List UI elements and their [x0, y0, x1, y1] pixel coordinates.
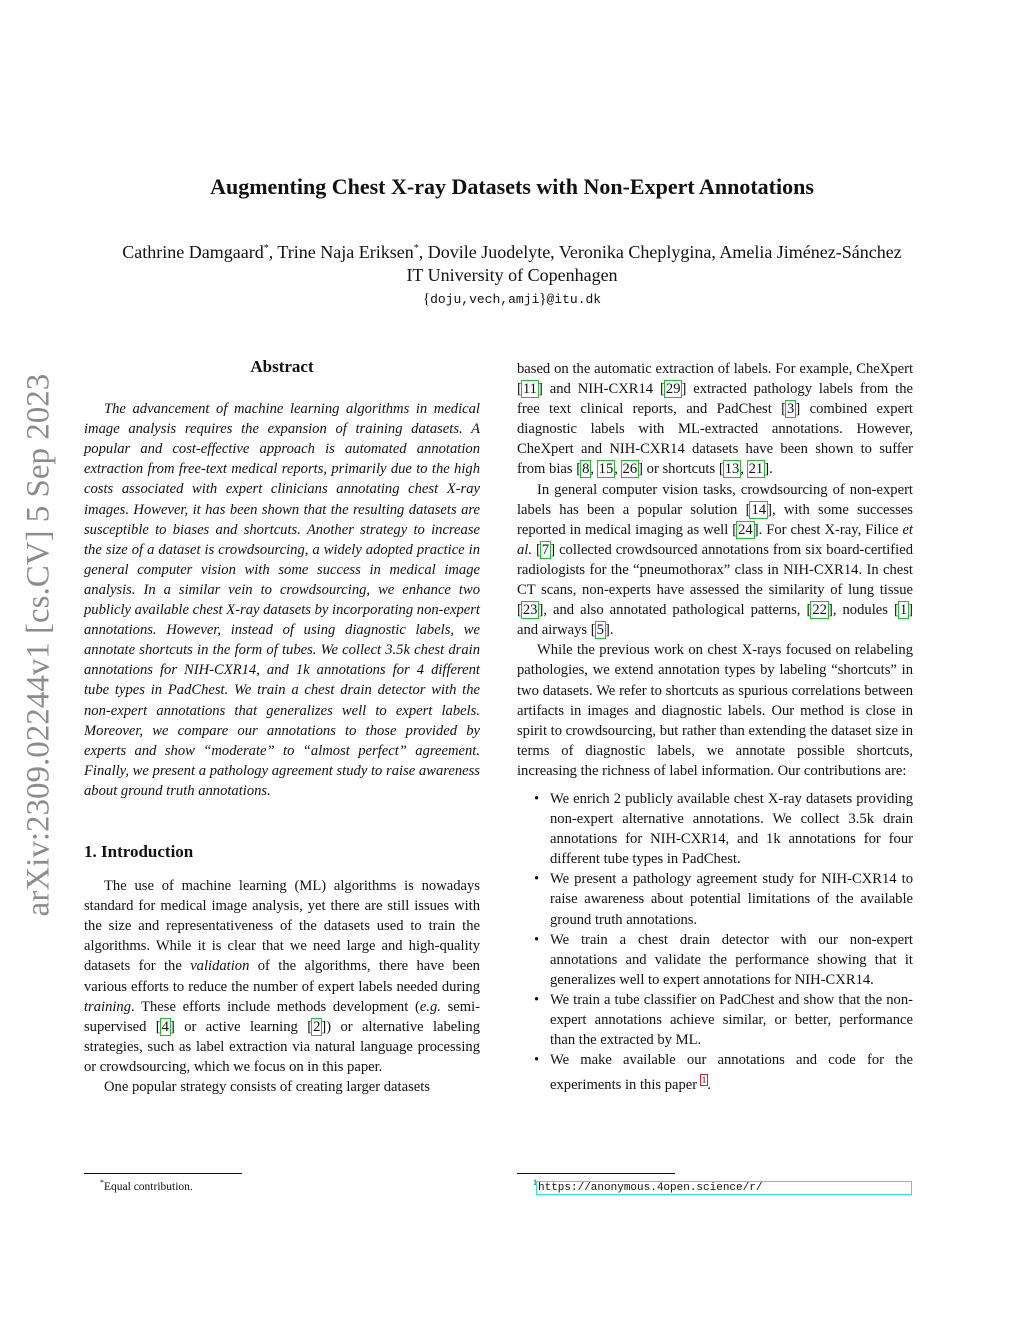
affiliation: IT University of Copenhagen — [406, 265, 618, 285]
arxiv-sidebar — [14, 360, 64, 930]
bullet: • — [534, 871, 540, 888]
citation-link[interactable]: 1 — [899, 602, 908, 619]
abstract-text: The advancement of machine learning algorithms in medical image analysis requires the expansion of training datasets. A popular and cost-effective approach is automated annotation extraction from free-text medical reports, primarily due to the high costs associated with expert clinicians annotating chest X-ray images. However, it has been shown that the resulting datasets are susceptible to biases and shortcuts. Another strategy to increase the size of a dataset is crowdsourcing, a widely adopted practice in general computer vision with some success in medical image analysis. In a similar vein to crowdsourcing, we enhance two publicly available chest X-ray datasets by incorporating non-expert annotations. However, instead of using diagnostic labels, we annotate shortcuts in the form of tubes. We collect 3.5k chest drain annotations for NIH-CXR14, and 1k annotations for 4 different tube types in PadChest. We train a chest drain detector with the non-expert annotations that generalizes well to expert labels. Moreover, we compare our annotations to those provided by experts and show “moderate” to “almost perfect” agreement. Finally, we present a pathology agreement study to raise awareness about ground truth annotations. — [84, 401, 480, 799]
citation-link[interactable]: 14 — [751, 501, 767, 518]
citation-link[interactable]: 11 — [522, 381, 537, 398]
arxiv-identifier: arXiv:2309.02244v1 [cs.CV] 5 Sep 2023 — [20, 373, 57, 917]
intro-paragraph-1: The use of machine learning (ML) algorithms is nowadays standard for medical image analysis, yet there are still issues with the size and representativeness of the datasets used to train the algorithms. While it is clear that we need large and high-quality datasets for the validation of the algorithms, there have been various efforts to reduce the number of expert labels needed during training. These efforts include methods development (e.g. semi-supervised [4] or active learning [2]) or alternative labeling strategies, such as label extraction via natural language processing or crowdsourcing, which we focus on in this paper. — [84, 878, 480, 1075]
citation-link[interactable]: 23 — [522, 602, 538, 619]
email-users: doju,vech,amji — [430, 292, 540, 307]
list-item: • We enrich 2 publicly available chest X-ray datasets providing non-expert alternative annotations. We collect 3.5k drain annotations for NIH-CXR14, and 1k annotations for four different tube types in PadChest. — [534, 790, 913, 868]
abstract-heading: Abstract — [250, 357, 314, 376]
intro-paragraph-3: based on the automatic extraction of labels. For example, CheXpert [11] and NIH-CXR14 [29] extracted pathology labels from the free text clinical reports, and PadChest [3] combined expert diagnostic labels with ML-extracted annotations. However, CheXpert and NIH-CXR14 datasets have been shown to suffer from bias [8, 15, 26] or shortcuts [13, 21]. — [517, 361, 913, 478]
citation-link[interactable]: 7 — [541, 541, 550, 558]
citation-link[interactable]: 22 — [812, 602, 827, 619]
footnote-rule-right — [517, 1173, 675, 1174]
list-item: • We present a pathology agreement study for NIH-CXR14 to raise awareness about potential limitations of the available ground truth annotations. — [534, 871, 913, 928]
authors-rest: Dovile Juodelyte, Veronika Cheplygina, Amelia Jiménez-Sánchez — [427, 242, 902, 262]
left-column — [84, 357, 480, 1097]
author-emails: {doju,vech,amji}@itu.dk — [422, 291, 602, 307]
intro-paragraph-4: In general computer vision tasks, crowdsourcing of non-expert labels has been a popular solution [14], with some successes reported in medical imaging as well [24]. For chest X-ray, Filice et al. [7] collected crowdsourced annotations from six board-certified radiologists for the “pneumothorax” class in NIH-CXR14. In chest CT scans, non-experts have assessed the similarity of lung tissue [23], and also annotated pathological patterns, [22], nodules [1] and airways [5]. — [517, 481, 913, 639]
paper-title: Augmenting Chest X-ray Datasets with Non-Expert Annotations — [210, 174, 814, 199]
bullet: • — [534, 931, 540, 948]
citation-link[interactable]: 13 — [724, 461, 740, 478]
intro-paragraph-5: While the previous work on chest X-rays focused on relabeling pathologies, we extend annotation types by labeling “shortcuts” in two datasets. We refer to shortcuts as spurious correlations between artifacts in images and diagnostic labels. Our method is close in spirit to crowdsourcing, but rather than extending the dataset size in terms of diagnostic labels, we annotate possible shortcuts, increasing the richness of label information. Our contributions are: — [517, 642, 913, 779]
list-item: • We make available our annotations and code for the experiments in this paper $^1$. — [534, 1052, 913, 1094]
right-column — [517, 359, 913, 1095]
footnote-link[interactable]: 1 — [701, 1075, 707, 1086]
citation-link[interactable]: 8 — [582, 461, 590, 478]
citation-link[interactable]: 21 — [748, 461, 764, 478]
equal-contribution-mark: * — [413, 243, 419, 254]
code-url-link[interactable]: https://anonymous.4open.science/r/ — [537, 1182, 911, 1194]
footnote-equal-contribution: *Equal contribution. — [100, 1178, 193, 1193]
author-2: Trine Naja Eriksen — [277, 242, 414, 262]
citation-link[interactable]: 2 — [313, 1018, 321, 1035]
citation-link[interactable]: 29 — [665, 381, 681, 398]
intro-paragraph-2: One popular strategy consists of creating larger datasets — [104, 1079, 430, 1095]
footnote-rule-left — [84, 1173, 242, 1174]
list-item: • We train a tube classifier on PadChest and show that the non-expert annotations achieve similar, or better, performance than the extracted by ML. — [534, 991, 913, 1049]
citation-link[interactable]: 15 — [598, 461, 614, 478]
bullet: • — [534, 790, 540, 807]
bullet: • — [534, 1052, 540, 1069]
author-1: Cathrine Damgaard — [122, 242, 264, 262]
citation-link[interactable]: 3 — [787, 401, 795, 418]
contributions-list — [517, 789, 913, 1095]
list-item: • We train a chest drain detector with our non-expert annotations and validate the performance showing that it generalizes well to expert annotations for NIH-CXR14. — [534, 931, 913, 988]
citation-link[interactable]: 5 — [596, 622, 604, 639]
citation-link[interactable]: 26 — [622, 461, 638, 478]
email-domain: @itu.dk — [546, 292, 602, 307]
equal-contribution-mark: * — [263, 243, 269, 254]
footnote-code-url: $^1$https://anonymous.4open.science/r/ — [533, 1178, 911, 1194]
citation-link[interactable]: 4 — [161, 1018, 169, 1035]
citation-link[interactable]: 24 — [738, 521, 753, 538]
author-list: Cathrine Damgaard*, Trine Naja Eriksen*, Dovile Juodelyte, Veronika Cheplygina, Amelia Jiménez-Sánchez — [122, 242, 902, 262]
bullet: • — [534, 991, 540, 1008]
section-heading-introduction: 1. Introduction — [84, 841, 194, 861]
